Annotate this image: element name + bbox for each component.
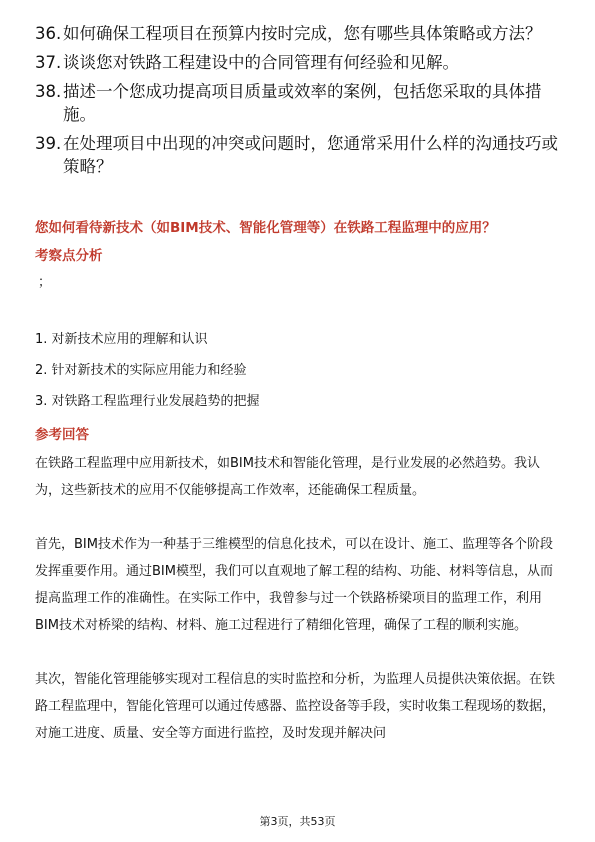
question-item xyxy=(35,22,565,45)
featured-question-heading: 您如何看待新技术（如BIM技术、智能化管理等）在铁路工程监理中的应用？ xyxy=(35,220,496,236)
question-number: 36. xyxy=(35,24,62,43)
question-text: 描述一个您成功提高项目质量或效率的案例，包括您采取的具体措施。 xyxy=(63,82,542,124)
question-item xyxy=(35,132,565,178)
question-list xyxy=(35,22,565,184)
answer-paragraph: 在铁路工程监理中应用新技术，如BIM技术和智能化管理，是行业发展的必然趋势。我认为，这些新技术的应用不仅能够提高工作效率，还能确保工程质量。 xyxy=(35,456,540,498)
analysis-section-label: 考察点分析 xyxy=(35,248,103,264)
question-item xyxy=(35,80,565,126)
answer-section-label: 参考回答 xyxy=(35,427,89,443)
analysis-point: 2. 针对新技术的实际应用能力和经验 xyxy=(35,363,247,378)
question-text: 在处理项目中出现的冲突或问题时，您通常采用什么样的沟通技巧或策略？ xyxy=(63,134,558,176)
question-item xyxy=(35,51,565,74)
analysis-placeholder-text: ； xyxy=(38,275,52,290)
page-footer: 第3页，共53页 xyxy=(259,815,336,828)
question-number: 39. xyxy=(35,134,62,153)
analysis-point: 3. 对铁路工程监理行业发展趋势的把握 xyxy=(35,394,260,409)
answer-body xyxy=(35,450,557,747)
paragraph-spacer xyxy=(35,504,557,531)
analysis-point: 1. 对新技术应用的理解和认识 xyxy=(35,332,208,347)
question-text: 谈谈您对铁路工程建设中的合同管理有何经验和见解。 xyxy=(63,53,459,72)
analysis-points xyxy=(35,330,565,423)
question-text: 如何确保工程项目在预算内按时完成，您有哪些具体策略或方法？ xyxy=(63,24,542,43)
answer-paragraph: 首先，BIM技术作为一种基于三维模型的信息化技术，可以在设计、施工、监理等各个阶段发挥重要作用。通过BIM模型，我们可以直观地了解工程的结构、功能、材料等信息，从而提高监理工作的准确性。在实际工作中，我曾参与过一个铁路桥梁项目的监理工作，利用BIM技术对桥梁的结构、材料、施工过程进行了精细化管理，确保了工程的顺利实施。 xyxy=(35,537,553,633)
question-number: 38. xyxy=(35,82,62,101)
question-number: 37. xyxy=(35,53,62,72)
answer-paragraph: 其次，智能化管理能够实现对工程信息的实时监控和分析，为监理人员提供决策依据。在铁路工程监理中，智能化管理可以通过传感器、监控设备等手段，实时收集工程现场的数据，对施工进度、质量、安全等方面进行监控，及时发现并解决问 xyxy=(35,672,556,741)
paragraph-spacer xyxy=(35,639,557,666)
